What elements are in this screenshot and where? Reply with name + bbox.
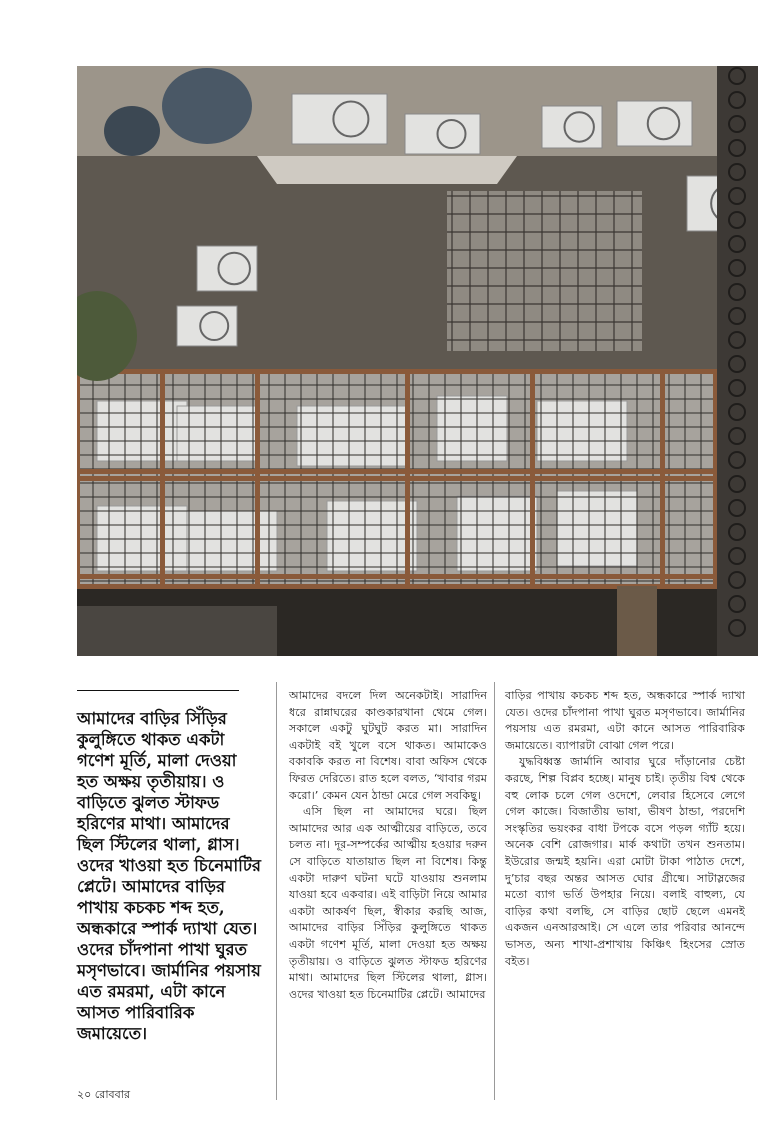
paragraph: এসি ছিল না আমাদের ঘরে। ছিল আমাদের আর এক আত্মীয়ের বাড়িতে, তবে চলত না। দূর-সম্পর্কের আত্মীয় হওয়ার দরুন সে বাড়িতে যাতায়াত ছিল না বিশেষ। কিন্তু একটা দারুণ ঘটনা ঘটে যাওয়ায় শুনলাম যাওয়া হবে একবার। এই বাড়িটা নিয়ে আমার একটা আকর্ষণ ছিল, স্বীকার করছি আজ, আমাদের বাড়ির সিঁড়ির কুলুঙ্গিতে থাকত একটা গণেশ মূর্তি, মালা দেওয়া হত অক্ষয় তৃতীয়ায়। ও বাড়িতে ঝুলত স্টাফড হরিণের মাথা। আমাদের ছিল স্টিলের থালা, গ্লাস। ওদের খাওয়া হত চিনেমাটির প্লেটে। আমাদের <box>289 805 487 1001</box>
article-column-3 <box>505 688 745 970</box>
paragraph: আমাদের বদলে দিল অনেকটাই। সারাদিন ধরে রান্নাঘরের কাণ্ডকারখানা থেমে গেল। সকালে একটু ঘুটঘুট করত মা। সারাদিন একটাই বই খুলে বসে থাকত। আমাকেও বকাবকি করত না বিশেষ। বাবা অফিস থেকে ফিরত দেরিতে। রাত হলে বলত, ‘খাবার গরম করো।’ কেমন যেন ঠান্ডা মেরে গেল সবকিছু। <box>289 689 487 802</box>
pull-quote <box>77 708 262 1044</box>
paragraph: যুদ্ধবিধ্বস্ত জার্মানি আবার ঘুরে দাঁড়ানোর চেষ্টা করছে, শিল্প বিপ্লব হচ্ছে। মানুষ চাই। তৃতীয় বিশ্ব থেকে বহু লোক চলে গেল ওদেশে, লেবার হিসেবে লেগে গেল কাজে। বিজাতীয় ভাষা, ভীষণ ঠান্ডা, পরদেশি সংস্কৃতির ভয়ংকর বাধা টপকে বসে পড়ল গ্যাঁট হয়ে। অনেক বেশি রোজগার। মার্ক কথাটা তখন শুনতাম। ইউরোর জন্মই হয়নি। এরা মোটা টাকা পাঠাত দেশে, দু’চার বছর অন্তর আসত ঘোর গ্রীষ্মে। সাটাস্লজের মতো ব্যাগ ভর্তি উপহার নিয়ে। বলাই বাহুল্য, যে বাড়ির কথা বলছি, সে বাড়ির ছোট ছেলে এমনই একজন এনআরআই। সে এলে তার পরিবার আনন্দে ভাসত, অন্য শাখা-প্রশাখায় কিঞ্চিৎ হিংসের স্রোত বইত। <box>505 755 745 968</box>
column-divider <box>276 682 277 1100</box>
column-divider <box>494 682 495 1100</box>
building-facade-photo <box>77 66 758 656</box>
pull-quote-text: আমাদের বাড়ির সিঁড়ির কুলুঙ্গিতে থাকত একটা গণেশ মূর্তি, মালা দেওয়া হত অক্ষয় তৃতীয়ায়। ও বাড়িতে ঝুলত স্টাফড হরিণের মাথা। আমাদের ছিল স্টিলের থালা, গ্লাস। ওদের খাওয়া হত চিনেমাটির প্লেটে। আমাদের বাড়ির পাখায় কচকচ শব্দ হত, অন্ধকারে স্পার্ক দ্যাখা যেত। ওদের চাঁদপানা পাখা ঘুরত মসৃণভাবে। জার্মানির পয়সায় এত রমরমা, এটা কানে আসত পারিবারিক জমায়েতে। <box>77 709 261 1043</box>
paragraph: বাড়ির পাখায় কচকচ শব্দ হত, অন্ধকারে স্পার্ক দ্যাখা যেত। ওদের চাঁদপানা পাখা ঘুরত মসৃণভাবে। জার্মানির পয়সায় এত রমরমা, এটা কানে আসত পারিবারিক জমায়েতে। ব্যাপারটা বোঝা গেল পরে। <box>505 689 745 752</box>
building-facade-air-conditioners-icon <box>77 66 758 656</box>
pull-quote-rule <box>77 690 239 691</box>
page-folio: ২০ রোববার <box>77 1088 130 1101</box>
article-column-2 <box>289 688 487 1003</box>
